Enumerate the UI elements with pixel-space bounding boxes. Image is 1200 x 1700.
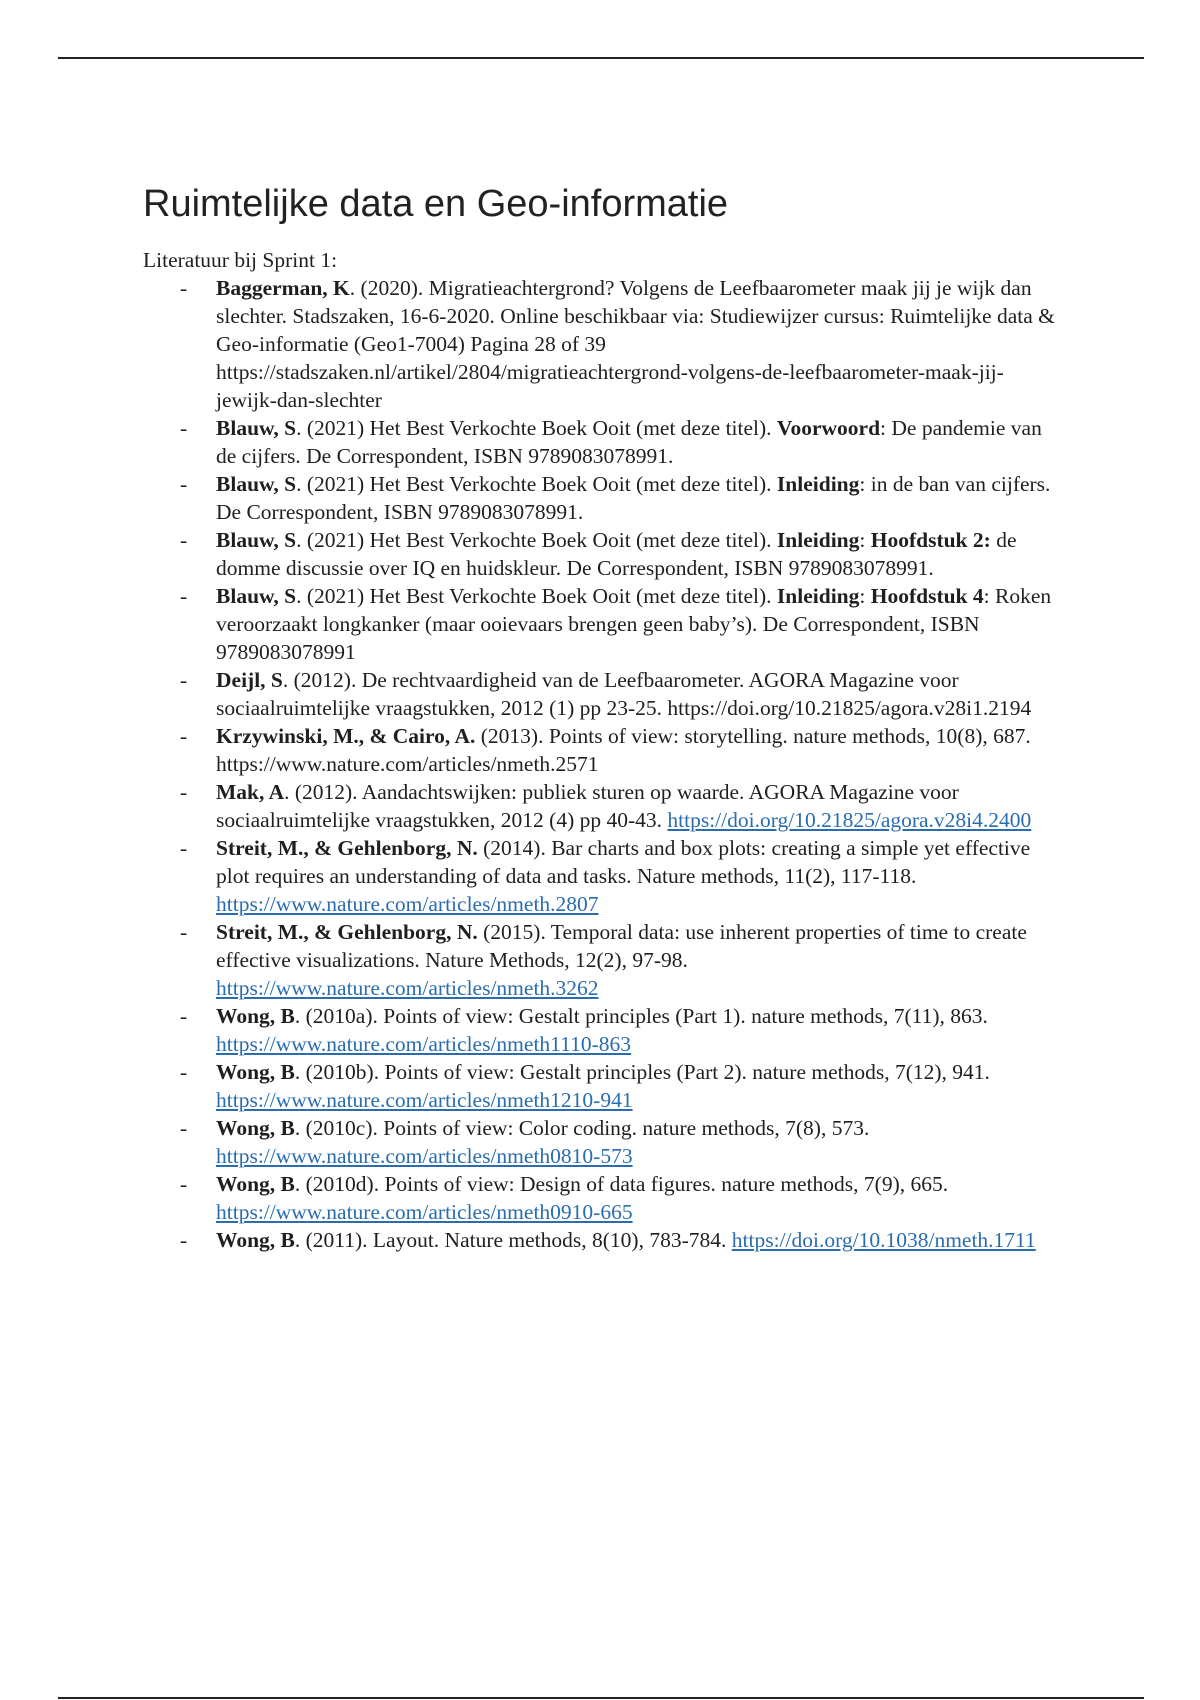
list-bullet: - — [180, 780, 188, 804]
reference-item — [143, 414, 1063, 470]
reference-text: . (2010a). Points of view: Gestalt principles (Part 1). nature methods, 7(11), 863. — [294, 1004, 988, 1028]
reference-author: Wong, B — [216, 1004, 295, 1028]
reference-item — [143, 470, 1063, 526]
reference-text: . (2010b). Points of view: Gestalt principles (Part 2). nature methods, 7(12), 941. — [294, 1060, 990, 1084]
reference-text: (2013). Points of view: storytelling. nature methods, 10(8), 687. https://www.nature.com/articles/nmeth.2571 — [216, 724, 1031, 776]
reference-link[interactable]: https://www.nature.com/articles/nmeth0810-573 — [216, 1144, 633, 1168]
list-bullet: - — [180, 1004, 188, 1028]
reference-text-continued: : in de ban van cijfers. De Correspondent, ISBN 9789083078991. — [216, 472, 1051, 524]
reference-text-tail: : Roken veroorzaakt longkanker (maar ooievaars brengen geen baby’s). De Correspondent, ISBN 9789083078991 — [216, 584, 1052, 664]
reference-author: Streit, M., & Gehlenborg, N. — [216, 920, 478, 944]
reference-text: . (2012). Aandachtswijken: publiek sturen op waarde. AGORA Magazine voor sociaalruimtelijke vraagstukken, 2012 (4) pp 40-43. — [216, 780, 959, 832]
page-title: Ruimtelijke data en Geo-informatie — [143, 183, 729, 225]
reference-item — [143, 778, 1063, 834]
reference-author: Blauw, S — [216, 416, 297, 440]
intro-text: Literatuur bij Sprint 1: — [143, 248, 338, 272]
list-bullet: - — [180, 472, 188, 496]
reference-author: Streit, M., & Gehlenborg, N. — [216, 836, 478, 860]
reference-author: Wong, B — [216, 1228, 295, 1252]
reference-link[interactable]: https://doi.org/10.1038/nmeth.1711 — [731, 1228, 1036, 1252]
reference-section-label: Inleiding — [776, 472, 860, 496]
reference-author: Wong, B — [216, 1116, 295, 1140]
reference-text: . (2010c). Points of view: Color coding. nature methods, 7(8), 573. — [294, 1116, 870, 1140]
reference-item — [143, 1114, 1063, 1170]
reference-section-label: Voorwoord — [776, 416, 881, 440]
list-bullet: - — [180, 836, 188, 860]
list-bullet: - — [180, 920, 188, 944]
reference-text: . (2012). De rechtvaardigheid van de Leefbaarometer. AGORA Magazine voor sociaalruimtelijke vraagstukken, 2012 (1) pp 23-25. https://doi.org/10.21825/agora.v28i1.2194 — [216, 668, 1032, 720]
document-body — [143, 180, 1063, 1254]
reference-text: . (2021) Het Best Verkochte Boek Ooit (met deze titel). — [296, 528, 777, 552]
reference-author: Krzywinski, M., & Cairo, A. — [216, 724, 476, 748]
reference-item — [143, 1002, 1063, 1058]
list-bullet: - — [180, 1228, 188, 1252]
list-bullet: - — [180, 1060, 188, 1084]
reference-text: . (2021) Het Best Verkochte Boek Ooit (met deze titel). — [296, 416, 777, 440]
list-bullet: - — [180, 416, 188, 440]
list-bullet: - — [180, 724, 188, 748]
header-rule — [58, 57, 1144, 59]
reference-text-continued: : De pandemie van de cijfers. De Correspondent, ISBN 9789083078991. — [216, 416, 1042, 468]
reference-author: Blauw, S — [216, 528, 297, 552]
reference-list — [143, 274, 1063, 1254]
reference-author: Wong, B — [216, 1060, 295, 1084]
reference-text-tail: de domme discussie over IQ en huidskleur. De Correspondent, ISBN 9789083078991. — [216, 528, 1017, 580]
reference-chapter-label: Hoofdstuk 4 — [870, 584, 984, 608]
list-bullet: - — [180, 528, 188, 552]
reference-item — [143, 582, 1063, 666]
reference-author: Deijl, S — [216, 668, 283, 692]
list-bullet: - — [180, 584, 188, 608]
reference-section-label: Inleiding — [776, 584, 860, 608]
reference-text: (2014). Bar charts and box plots: creating a simple yet effective plot requires an understanding of data and tasks. Nature methods, 11(2), 117-118. — [216, 836, 1031, 888]
reference-link[interactable]: https://www.nature.com/articles/nmeth.3262 — [216, 976, 599, 1000]
reference-item — [143, 918, 1063, 1002]
reference-text: (2015). Temporal data: use inherent properties of time to create effective visualizations. Nature Methods, 12(2), 97-98. — [216, 920, 1027, 972]
reference-text: . (2021) Het Best Verkochte Boek Ooit (met deze titel). — [296, 472, 777, 496]
reference-item — [143, 1226, 1063, 1254]
reference-text: . (2010d). Points of view: Design of data figures. nature methods, 7(9), 665. — [294, 1172, 949, 1196]
reference-author: Blauw, S — [216, 584, 297, 608]
reference-author: Wong, B — [216, 1172, 295, 1196]
list-bullet: - — [180, 276, 188, 300]
list-bullet: - — [180, 1172, 188, 1196]
reference-item — [143, 666, 1063, 722]
footer-rule — [58, 1697, 1144, 1699]
reference-item — [143, 834, 1063, 918]
reference-author: Mak, A — [216, 780, 285, 804]
reference-text-continued: : — [859, 584, 871, 608]
reference-item — [143, 722, 1063, 778]
reference-item — [143, 274, 1063, 414]
list-bullet: - — [180, 1116, 188, 1140]
reference-section-label: Inleiding — [776, 528, 860, 552]
list-bullet: - — [180, 668, 188, 692]
reference-text: . (2020). Migratieachtergrond? Volgens de Leefbaarometer maak jij je wijk dan slechter. Stadszaken, 16-6-2020. Online beschikbaar via: Studiewijzer cursus: Ruimtelijke data & Geo-informatie (Geo1-7004) Pagina 28 of 39 https://stadszaken.nl/artikel/2804/migratieachtergrond-volgens-de-leefbaarometer-maak-jij-jewijk-dan-slechter — [216, 276, 1055, 412]
reference-text: . (2011). Layout. Nature methods, 8(10), 783-784. — [294, 1228, 732, 1252]
reference-link[interactable]: https://www.nature.com/articles/nmeth0910-665 — [216, 1200, 633, 1224]
reference-item — [143, 1058, 1063, 1114]
reference-author: Blauw, S — [216, 472, 297, 496]
reference-author: Baggerman, K — [216, 276, 350, 300]
reference-item — [143, 526, 1063, 582]
reference-link[interactable]: https://www.nature.com/articles/nmeth.2807 — [216, 892, 599, 916]
reference-item — [143, 1170, 1063, 1226]
reference-chapter-label: Hoofdstuk 2: — [870, 528, 991, 552]
reference-text-continued: : — [859, 528, 871, 552]
reference-text: . (2021) Het Best Verkochte Boek Ooit (met deze titel). — [296, 584, 777, 608]
reference-link[interactable]: https://doi.org/10.21825/agora.v28i4.2400 — [667, 808, 1032, 832]
reference-link[interactable]: https://www.nature.com/articles/nmeth1210-941 — [216, 1088, 633, 1112]
reference-link[interactable]: https://www.nature.com/articles/nmeth1110-863 — [216, 1032, 631, 1056]
